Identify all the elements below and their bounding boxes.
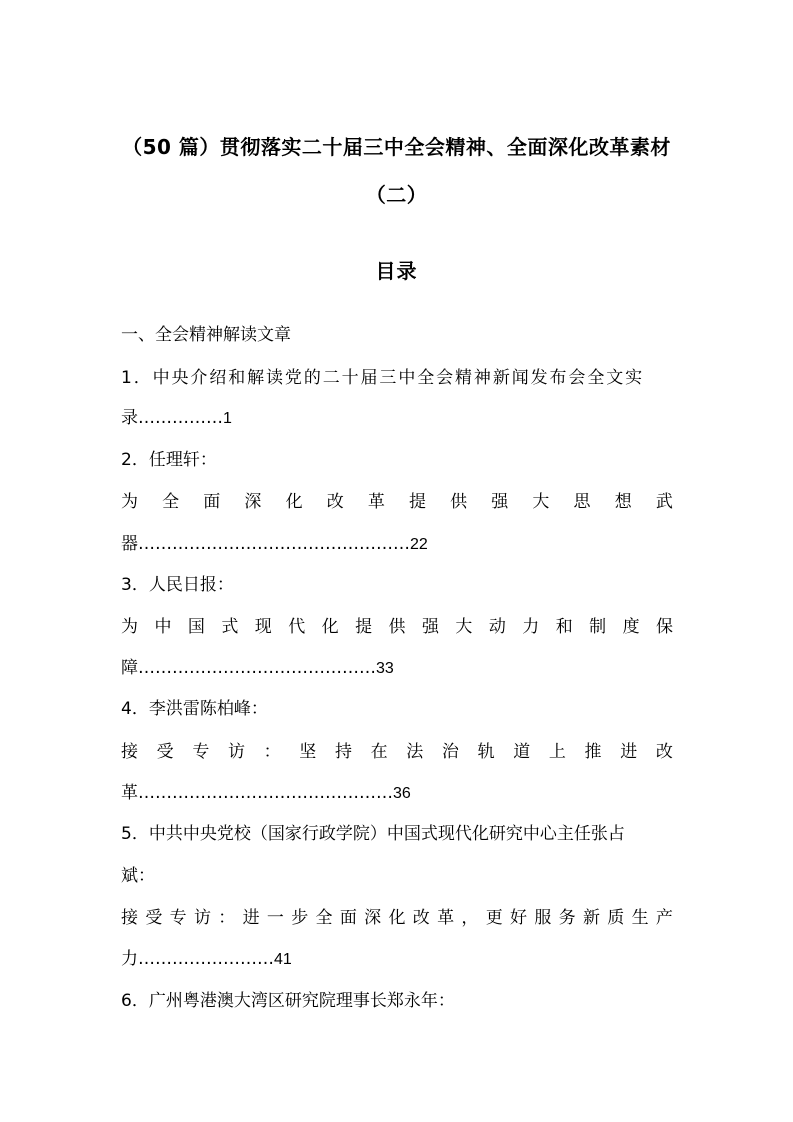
toc-title-char: 革 bbox=[437, 908, 455, 928]
toc-entry-5-tail[interactable] bbox=[121, 947, 673, 972]
toc-leader-dots: …………… bbox=[138, 408, 223, 428]
toc-title-char: 供 bbox=[450, 492, 468, 512]
toc-entry-2-tail[interactable] bbox=[121, 532, 673, 557]
toc-title-char: 保 bbox=[656, 617, 673, 637]
toc-title-char: 中 bbox=[154, 617, 172, 637]
toc-title-char: 专 bbox=[192, 742, 210, 762]
toc-title-char: ： bbox=[218, 908, 236, 928]
toc-title-char: 国 bbox=[187, 617, 205, 637]
toc-page-number: 22 bbox=[410, 536, 428, 553]
toc-title-char: 全 bbox=[315, 908, 333, 928]
toc-title-char: 强 bbox=[491, 492, 509, 512]
toc-entry-3-title[interactable] bbox=[121, 615, 673, 639]
toc-title-char: 受 bbox=[145, 908, 163, 928]
toc-title-char: 持 bbox=[334, 742, 352, 762]
toc-entry-2-title-tail: 器 bbox=[121, 534, 138, 554]
document-subtitle: （二） bbox=[365, 183, 428, 207]
toc-title-char: 式 bbox=[221, 617, 239, 637]
toc-title-char: 提 bbox=[355, 617, 373, 637]
toc-title-char: 大 bbox=[455, 617, 473, 637]
toc-title-char: 为 bbox=[121, 492, 138, 512]
toc-entry-6-author[interactable]: 6．广州粤港澳大湾区研究院理事长郑永年： bbox=[121, 991, 455, 1011]
toc-title-char: 和 bbox=[555, 617, 573, 637]
toc-title-char: 力 bbox=[522, 617, 540, 637]
toc-title-char: 现 bbox=[254, 617, 272, 637]
toc-title-char: 面 bbox=[203, 492, 221, 512]
toc-title-char: 推 bbox=[584, 742, 602, 762]
toc-title-char: 在 bbox=[370, 742, 388, 762]
toc-title-char: ， bbox=[461, 908, 479, 928]
section-heading: 一、全会精神解读文章 bbox=[121, 325, 291, 345]
toc-title-char: 接 bbox=[121, 742, 138, 762]
toc-title-char: 访 bbox=[227, 742, 245, 762]
toc-title-char: 武 bbox=[655, 492, 673, 512]
toc-entry-4-tail[interactable] bbox=[121, 781, 673, 806]
toc-title-char: 进 bbox=[242, 908, 260, 928]
toc-page-number: 36 bbox=[393, 785, 411, 802]
toc-entry-5-author-tail[interactable]: 斌： bbox=[121, 866, 155, 886]
toc-title-char: 务 bbox=[558, 908, 576, 928]
toc-entry-2-title[interactable] bbox=[121, 490, 673, 514]
toc-title-char: 深 bbox=[364, 908, 382, 928]
toc-title-char: 进 bbox=[620, 742, 638, 762]
toc-title-char: 想 bbox=[614, 492, 632, 512]
toc-title-char: 受 bbox=[156, 742, 174, 762]
toc-leader-dots: …………………… bbox=[138, 949, 274, 969]
toc-title-char: 供 bbox=[388, 617, 406, 637]
toc-title-char: 道 bbox=[513, 742, 531, 762]
document-title: （50 篇）贯彻落实二十届三中全会精神、全面深化改革素材 bbox=[122, 135, 671, 159]
toc-page-number: 33 bbox=[376, 660, 394, 677]
toc-title-char: 为 bbox=[121, 617, 138, 637]
toc-leader-dots: …………………………………… bbox=[138, 658, 376, 678]
toc-title-char: 大 bbox=[532, 492, 550, 512]
toc-title-char: 专 bbox=[169, 908, 187, 928]
toc-title-char: 化 bbox=[321, 617, 339, 637]
toc-title-char: 制 bbox=[589, 617, 607, 637]
toc-heading: 目录 bbox=[375, 259, 418, 283]
toc-title-char: 度 bbox=[622, 617, 640, 637]
toc-title-char: 新 bbox=[582, 908, 600, 928]
toc-title-char: 治 bbox=[441, 742, 459, 762]
toc-title-char: 好 bbox=[510, 908, 527, 928]
toc-title-char: 改 bbox=[326, 492, 344, 512]
toc-entry-1-title-tail: 录 bbox=[121, 408, 138, 428]
toc-title-char: ： bbox=[263, 742, 281, 762]
toc-title-char: 法 bbox=[406, 742, 424, 762]
toc-entry-3-tail[interactable] bbox=[121, 656, 673, 681]
toc-title-char: 改 bbox=[412, 908, 430, 928]
toc-title-char: 接 bbox=[121, 908, 138, 928]
toc-title-char: 更 bbox=[485, 908, 503, 928]
toc-leader-dots: ………………………………………… bbox=[138, 534, 410, 554]
toc-title-char: 化 bbox=[285, 492, 303, 512]
toc-title-char: 提 bbox=[408, 492, 426, 512]
toc-title-char: 产 bbox=[655, 908, 673, 928]
toc-entry-1-heading[interactable] bbox=[121, 366, 673, 390]
toc-title-char: 代 bbox=[288, 617, 306, 637]
toc-title-char: 动 bbox=[488, 617, 506, 637]
toc-title-char: 深 bbox=[244, 492, 262, 512]
toc-page-number: 41 bbox=[274, 951, 292, 968]
toc-entry-4-author[interactable]: 4．李洪雷陈柏峰： bbox=[121, 699, 268, 719]
toc-title-char: 全 bbox=[162, 492, 180, 512]
toc-title-char: 面 bbox=[339, 908, 357, 928]
toc-page-number: 1 bbox=[223, 410, 232, 427]
toc-entry-4-title[interactable] bbox=[121, 740, 673, 764]
toc-title-char: 坚 bbox=[299, 742, 317, 762]
toc-title-char: 质 bbox=[607, 908, 625, 928]
toc-title-char: 强 bbox=[421, 617, 439, 637]
toc-title-char: 轨 bbox=[477, 742, 495, 762]
toc-entry-5-title[interactable] bbox=[121, 906, 673, 930]
toc-title-char: 生 bbox=[631, 908, 649, 928]
toc-entry-3-author[interactable]: 3．人民日报： bbox=[121, 575, 234, 595]
toc-leader-dots: ……………………………………… bbox=[138, 783, 393, 803]
toc-title-char: 革 bbox=[367, 492, 385, 512]
toc-title-char: 步 bbox=[291, 908, 309, 928]
toc-entry-5-title-tail: 力 bbox=[121, 949, 138, 969]
toc-entry-4-title-tail: 革 bbox=[121, 783, 138, 803]
toc-title-char: 化 bbox=[388, 908, 406, 928]
toc-entry-2-author[interactable]: 2．任理轩： bbox=[121, 450, 217, 470]
toc-title-char: 改 bbox=[655, 742, 673, 762]
toc-title-char: 访 bbox=[193, 908, 211, 928]
toc-title-char: 服 bbox=[534, 908, 552, 928]
toc-entry-3-title-tail: 障 bbox=[121, 658, 138, 678]
toc-title-char: 一 bbox=[266, 908, 284, 928]
toc-title-char: 上 bbox=[548, 742, 566, 762]
toc-entry-1-text: 1．中央介绍和解读党的二十届三中全会精神新闻发布会全文实 bbox=[121, 368, 645, 388]
toc-entry-5-author[interactable]: 5．中共中央党校（国家行政学院）中国式现代化研究中心主任张占 bbox=[121, 824, 625, 844]
toc-title-char: 思 bbox=[573, 492, 591, 512]
toc-entry-1-tail[interactable] bbox=[121, 406, 673, 431]
